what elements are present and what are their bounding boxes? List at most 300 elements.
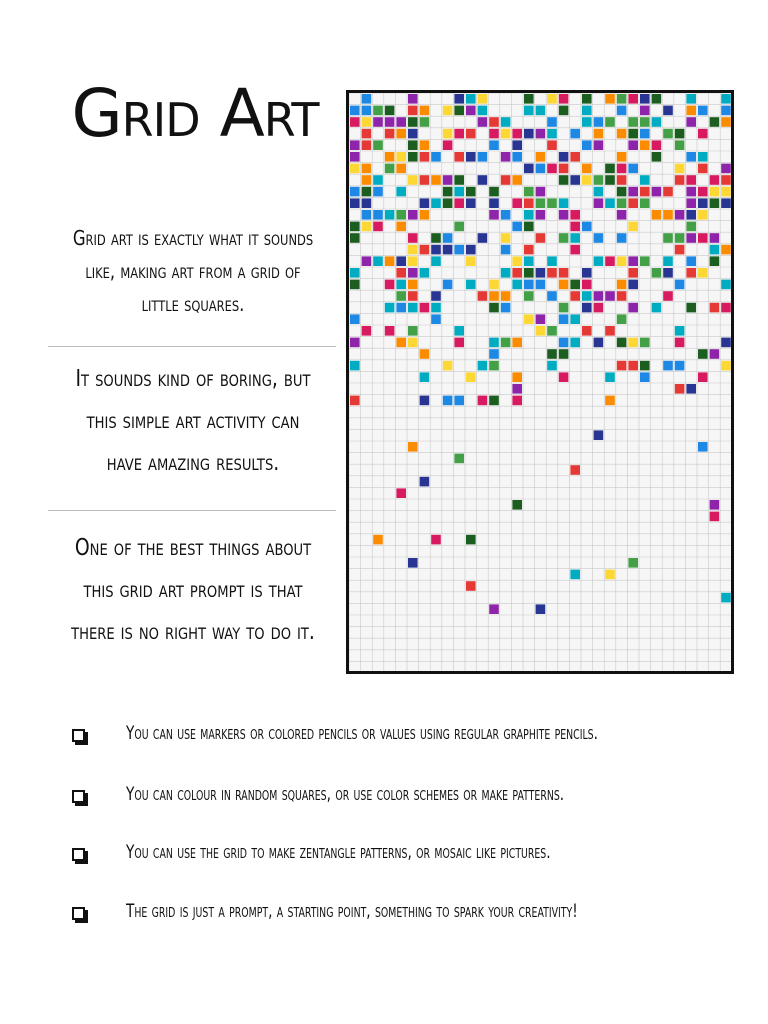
colored-square bbox=[420, 303, 430, 313]
colored-square bbox=[396, 291, 406, 301]
colored-square bbox=[524, 245, 534, 255]
colored-square bbox=[501, 117, 511, 127]
colored-square bbox=[431, 175, 441, 185]
colored-square bbox=[385, 256, 395, 266]
colored-square bbox=[570, 222, 580, 232]
colored-square bbox=[443, 140, 453, 150]
colored-square bbox=[721, 117, 731, 127]
colored-square bbox=[373, 535, 383, 545]
colored-square bbox=[640, 140, 650, 150]
colored-square bbox=[512, 256, 522, 266]
colored-square bbox=[408, 245, 418, 255]
colored-square bbox=[663, 129, 673, 139]
colored-square bbox=[698, 164, 708, 174]
colored-square bbox=[443, 280, 453, 290]
colored-square bbox=[617, 175, 627, 185]
colored-square bbox=[489, 187, 499, 197]
colored-square bbox=[454, 187, 464, 197]
colored-square bbox=[524, 210, 534, 220]
colored-square bbox=[617, 187, 627, 197]
colored-square bbox=[721, 280, 731, 290]
colored-square bbox=[478, 175, 488, 185]
colored-square bbox=[408, 256, 418, 266]
colored-square bbox=[420, 117, 430, 127]
colored-square bbox=[582, 106, 592, 116]
colored-square bbox=[443, 129, 453, 139]
colored-square bbox=[512, 175, 522, 185]
checklist-item-text: You can use markers or colored pencils or values using regular graphite pencils. bbox=[126, 722, 598, 744]
colored-square bbox=[373, 187, 383, 197]
colored-square bbox=[350, 280, 360, 290]
colored-square bbox=[512, 140, 522, 150]
colored-square bbox=[362, 210, 372, 220]
colored-square bbox=[675, 384, 685, 394]
checkbox-icon bbox=[72, 848, 85, 861]
colored-square bbox=[489, 129, 499, 139]
colored-square bbox=[628, 558, 638, 568]
colored-square bbox=[605, 256, 615, 266]
colored-square bbox=[628, 94, 638, 104]
colored-square bbox=[466, 152, 476, 162]
colored-square bbox=[385, 164, 395, 174]
colored-square bbox=[698, 442, 708, 452]
colored-square bbox=[652, 152, 662, 162]
colored-square bbox=[536, 280, 546, 290]
colored-square bbox=[582, 164, 592, 174]
colored-square bbox=[675, 210, 685, 220]
colored-square bbox=[524, 106, 534, 116]
colored-square bbox=[570, 280, 580, 290]
colored-square bbox=[385, 303, 395, 313]
colored-square bbox=[652, 210, 662, 220]
colored-square bbox=[466, 187, 476, 197]
colored-square bbox=[362, 164, 372, 174]
colored-square bbox=[536, 604, 546, 614]
colored-square bbox=[373, 210, 383, 220]
colored-square bbox=[454, 326, 464, 336]
colored-square bbox=[478, 233, 488, 243]
colored-square bbox=[466, 106, 476, 116]
colored-square bbox=[524, 222, 534, 232]
colored-square bbox=[443, 106, 453, 116]
colored-square bbox=[570, 175, 580, 185]
colored-square bbox=[570, 152, 580, 162]
colored-square bbox=[408, 175, 418, 185]
colored-square bbox=[652, 187, 662, 197]
colored-square bbox=[663, 106, 673, 116]
colored-square bbox=[686, 117, 696, 127]
colored-square bbox=[408, 280, 418, 290]
colored-square bbox=[617, 106, 627, 116]
colored-square bbox=[617, 164, 627, 174]
colored-square bbox=[698, 268, 708, 278]
colored-square bbox=[721, 106, 731, 116]
colored-square bbox=[547, 129, 557, 139]
colored-square bbox=[454, 106, 464, 116]
colored-square bbox=[594, 256, 604, 266]
colored-square bbox=[559, 152, 569, 162]
colored-square bbox=[466, 129, 476, 139]
colored-square bbox=[675, 164, 685, 174]
colored-square bbox=[675, 175, 685, 185]
colored-square bbox=[385, 280, 395, 290]
colored-square bbox=[594, 175, 604, 185]
colored-square bbox=[686, 303, 696, 313]
colored-square bbox=[536, 233, 546, 243]
colored-square bbox=[489, 361, 499, 371]
colored-square bbox=[362, 129, 372, 139]
colored-square bbox=[605, 117, 615, 127]
colored-square bbox=[686, 384, 696, 394]
colored-square bbox=[478, 396, 488, 406]
colored-square bbox=[373, 256, 383, 266]
colored-square bbox=[640, 187, 650, 197]
colored-square bbox=[489, 210, 499, 220]
colored-square bbox=[663, 210, 673, 220]
colored-square bbox=[489, 291, 499, 301]
colored-square bbox=[721, 164, 731, 174]
colored-square bbox=[489, 198, 499, 208]
colored-square bbox=[582, 175, 592, 185]
colored-square bbox=[594, 233, 604, 243]
checkbox-icon bbox=[72, 729, 85, 742]
colored-square bbox=[628, 280, 638, 290]
colored-square bbox=[420, 396, 430, 406]
colored-square bbox=[559, 94, 569, 104]
colored-square bbox=[350, 164, 360, 174]
colored-square bbox=[594, 291, 604, 301]
colored-square bbox=[431, 233, 441, 243]
colored-square bbox=[663, 187, 673, 197]
colored-square bbox=[396, 222, 406, 232]
colored-square bbox=[710, 349, 720, 359]
colored-square bbox=[686, 233, 696, 243]
colored-square bbox=[350, 222, 360, 232]
colored-square bbox=[350, 338, 360, 348]
colored-square bbox=[420, 210, 430, 220]
grid-art-photo bbox=[346, 90, 734, 674]
colored-square bbox=[431, 291, 441, 301]
colored-square bbox=[640, 117, 650, 127]
colored-square bbox=[362, 187, 372, 197]
colored-square bbox=[582, 140, 592, 150]
colored-square bbox=[478, 94, 488, 104]
colored-square bbox=[710, 233, 720, 243]
colored-square bbox=[617, 210, 627, 220]
colored-square bbox=[350, 187, 360, 197]
colored-square bbox=[478, 117, 488, 127]
colored-square bbox=[605, 372, 615, 382]
colored-square bbox=[594, 129, 604, 139]
colored-square bbox=[373, 175, 383, 185]
colored-square bbox=[454, 175, 464, 185]
colored-square bbox=[420, 175, 430, 185]
colored-square bbox=[454, 245, 464, 255]
colored-square bbox=[559, 175, 569, 185]
colored-square bbox=[443, 361, 453, 371]
colored-square bbox=[454, 198, 464, 208]
colored-square bbox=[686, 222, 696, 232]
colored-square bbox=[536, 152, 546, 162]
checkbox-icon bbox=[72, 907, 85, 920]
no-right-way-paragraph: One of the best things about this grid art prompt is that there is no right way to do it. bbox=[71, 535, 315, 645]
colored-square bbox=[512, 500, 522, 510]
colored-square bbox=[640, 106, 650, 116]
colored-square bbox=[547, 140, 557, 150]
colored-square bbox=[640, 175, 650, 185]
colored-square bbox=[524, 187, 534, 197]
colored-square bbox=[408, 210, 418, 220]
colored-square bbox=[594, 187, 604, 197]
colored-square bbox=[617, 361, 627, 371]
colored-square bbox=[512, 129, 522, 139]
colored-square bbox=[675, 129, 685, 139]
colored-square bbox=[617, 152, 627, 162]
colored-square bbox=[663, 268, 673, 278]
colored-square bbox=[489, 117, 499, 127]
colored-square bbox=[408, 94, 418, 104]
colored-square bbox=[362, 117, 372, 127]
colored-square bbox=[431, 256, 441, 266]
colored-square bbox=[512, 280, 522, 290]
colored-square bbox=[443, 198, 453, 208]
colored-square bbox=[396, 256, 406, 266]
colored-square bbox=[443, 245, 453, 255]
colored-square bbox=[396, 210, 406, 220]
colored-square bbox=[385, 117, 395, 127]
colored-square bbox=[570, 245, 580, 255]
colored-square bbox=[536, 268, 546, 278]
colored-square bbox=[373, 222, 383, 232]
colored-square bbox=[454, 152, 464, 162]
colored-square bbox=[501, 175, 511, 185]
colored-square bbox=[362, 140, 372, 150]
colored-square bbox=[547, 164, 557, 174]
colored-square bbox=[547, 326, 557, 336]
colored-square bbox=[628, 129, 638, 139]
colored-square bbox=[396, 129, 406, 139]
colored-square bbox=[686, 175, 696, 185]
colored-square bbox=[652, 268, 662, 278]
colored-square bbox=[721, 338, 731, 348]
colored-square bbox=[501, 129, 511, 139]
colored-square bbox=[350, 268, 360, 278]
colored-square bbox=[605, 291, 615, 301]
colored-square bbox=[396, 164, 406, 174]
colored-square bbox=[663, 291, 673, 301]
colored-square bbox=[536, 198, 546, 208]
colored-square bbox=[489, 604, 499, 614]
colored-square bbox=[582, 222, 592, 232]
colored-square bbox=[454, 454, 464, 464]
colored-square bbox=[547, 291, 557, 301]
colored-square bbox=[675, 326, 685, 336]
colored-square bbox=[721, 303, 731, 313]
colored-square bbox=[350, 117, 360, 127]
colored-square bbox=[559, 349, 569, 359]
checklist-item-text: You can colour in random squares, or use color schemes or make patterns. bbox=[126, 783, 565, 805]
colored-square bbox=[652, 117, 662, 127]
colored-square bbox=[350, 198, 360, 208]
colored-square bbox=[570, 465, 580, 475]
colored-square bbox=[582, 326, 592, 336]
colored-square bbox=[408, 338, 418, 348]
colored-square bbox=[385, 326, 395, 336]
colored-square bbox=[466, 256, 476, 266]
colored-square bbox=[582, 268, 592, 278]
colored-square bbox=[420, 198, 430, 208]
colored-square bbox=[420, 140, 430, 150]
colored-square bbox=[721, 245, 731, 255]
colored-square bbox=[605, 164, 615, 174]
boring-paragraph: It sounds kind of boring, but this simple art activity can have amazing results. bbox=[75, 366, 311, 476]
colored-square bbox=[559, 233, 569, 243]
colored-square bbox=[466, 280, 476, 290]
colored-square bbox=[420, 372, 430, 382]
colored-square bbox=[594, 338, 604, 348]
colored-square bbox=[582, 280, 592, 290]
colored-square bbox=[617, 129, 627, 139]
colored-square bbox=[501, 210, 511, 220]
colored-square bbox=[628, 117, 638, 127]
colored-square bbox=[628, 256, 638, 266]
colored-square bbox=[373, 140, 383, 150]
colored-square bbox=[570, 291, 580, 301]
colored-square bbox=[501, 152, 511, 162]
colored-square bbox=[559, 372, 569, 382]
colored-square bbox=[431, 535, 441, 545]
colored-square bbox=[536, 187, 546, 197]
colored-square bbox=[512, 396, 522, 406]
colored-square bbox=[396, 117, 406, 127]
colored-square bbox=[420, 106, 430, 116]
colored-square bbox=[501, 338, 511, 348]
colored-square bbox=[698, 233, 708, 243]
colored-square bbox=[663, 233, 673, 243]
colored-square bbox=[663, 256, 673, 266]
colored-square bbox=[396, 488, 406, 498]
colored-square bbox=[524, 164, 534, 174]
colored-square bbox=[570, 570, 580, 580]
colored-square bbox=[350, 361, 360, 371]
colored-square bbox=[698, 372, 708, 382]
colored-square bbox=[686, 152, 696, 162]
colored-square bbox=[512, 268, 522, 278]
colored-square bbox=[362, 94, 372, 104]
colored-square bbox=[570, 233, 580, 243]
colored-square bbox=[721, 198, 731, 208]
colored-square bbox=[547, 361, 557, 371]
colored-square bbox=[617, 291, 627, 301]
colored-square bbox=[489, 349, 499, 359]
colored-square bbox=[431, 245, 441, 255]
colored-square bbox=[396, 338, 406, 348]
colored-square bbox=[547, 256, 557, 266]
colored-square bbox=[710, 256, 720, 266]
colored-square bbox=[594, 198, 604, 208]
colored-square bbox=[605, 396, 615, 406]
colored-square bbox=[408, 106, 418, 116]
checkbox-icon bbox=[72, 790, 85, 803]
colored-square bbox=[617, 198, 627, 208]
colored-square bbox=[617, 338, 627, 348]
colored-square bbox=[373, 106, 383, 116]
colored-square bbox=[582, 117, 592, 127]
colored-square bbox=[698, 129, 708, 139]
colored-square bbox=[698, 210, 708, 220]
colored-square bbox=[512, 198, 522, 208]
colored-square bbox=[350, 314, 360, 324]
colored-square bbox=[559, 303, 569, 313]
colored-square bbox=[443, 175, 453, 185]
colored-square bbox=[652, 94, 662, 104]
colored-square bbox=[547, 117, 557, 127]
colored-square bbox=[628, 268, 638, 278]
colored-square bbox=[385, 152, 395, 162]
colored-square bbox=[454, 222, 464, 232]
checklist-item bbox=[68, 837, 748, 877]
colored-square bbox=[640, 361, 650, 371]
checklist-item-text: You can use the grid to make zentangle patterns, or mosaic like pictures. bbox=[126, 841, 551, 863]
colored-square bbox=[617, 280, 627, 290]
colored-square bbox=[698, 198, 708, 208]
colored-square bbox=[686, 198, 696, 208]
colored-square bbox=[675, 245, 685, 255]
colored-square bbox=[512, 222, 522, 232]
colored-square bbox=[478, 361, 488, 371]
checklist-item bbox=[68, 779, 748, 819]
colored-square bbox=[373, 117, 383, 127]
colored-square bbox=[547, 349, 557, 359]
colored-square bbox=[547, 268, 557, 278]
colored-square bbox=[431, 198, 441, 208]
colored-square bbox=[710, 198, 720, 208]
colored-square bbox=[559, 198, 569, 208]
colored-square bbox=[536, 129, 546, 139]
colored-square bbox=[594, 303, 604, 313]
colored-square bbox=[594, 430, 604, 440]
colored-square bbox=[547, 198, 557, 208]
colored-square bbox=[431, 152, 441, 162]
colored-square bbox=[420, 477, 430, 487]
colored-square bbox=[524, 129, 534, 139]
colored-square bbox=[652, 303, 662, 313]
colored-square bbox=[420, 349, 430, 359]
colored-square bbox=[454, 94, 464, 104]
colored-square bbox=[385, 106, 395, 116]
colored-square bbox=[605, 175, 615, 185]
checklist-item bbox=[68, 718, 748, 758]
colored-square bbox=[710, 303, 720, 313]
colored-square bbox=[570, 129, 580, 139]
colored-square bbox=[420, 245, 430, 255]
colored-square bbox=[466, 581, 476, 591]
colored-square bbox=[628, 361, 638, 371]
colored-square bbox=[524, 314, 534, 324]
colored-square bbox=[478, 152, 488, 162]
colored-square bbox=[559, 164, 569, 174]
colored-square bbox=[559, 280, 569, 290]
colored-square bbox=[640, 129, 650, 139]
colored-square bbox=[710, 175, 720, 185]
colored-square bbox=[512, 338, 522, 348]
colored-square bbox=[640, 372, 650, 382]
colored-square bbox=[605, 326, 615, 336]
colored-square bbox=[628, 164, 638, 174]
colored-square bbox=[698, 349, 708, 359]
colored-square bbox=[617, 256, 627, 266]
colored-square bbox=[466, 94, 476, 104]
